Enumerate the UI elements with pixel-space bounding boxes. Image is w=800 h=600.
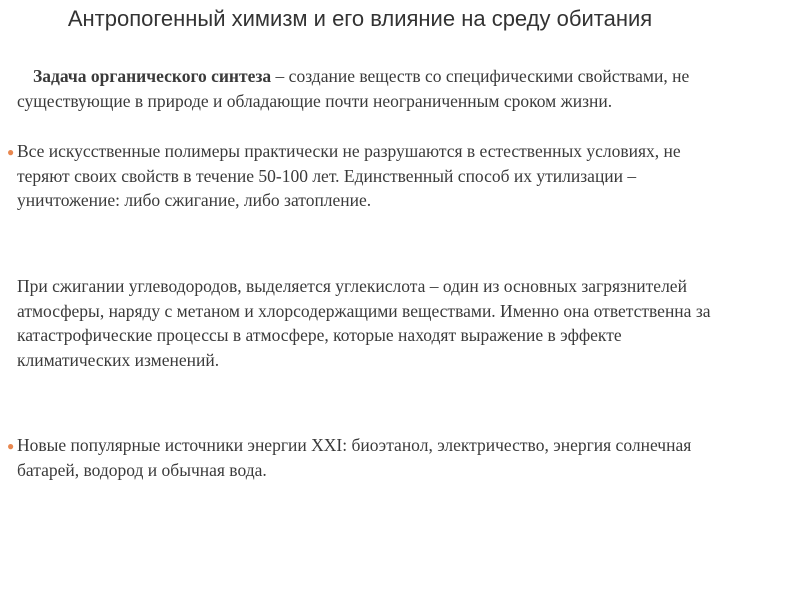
slide-title: Антропогенный химизм и его влияние на среду обитания bbox=[67, 6, 653, 31]
paragraph-energy-sources: Новые популярные источники энергии XXI: биоэтанол, электричество, энергия солнечная батарей, водород и обычная вода. bbox=[17, 435, 692, 480]
bullet-dot-icon: ● bbox=[7, 439, 15, 453]
paragraph-lead-bold: Задача органического синтеза bbox=[33, 66, 272, 86]
bullet-dot-icon: ● bbox=[7, 145, 15, 159]
paragraph-polymers: Все искусственные полимеры практически не разрушаются в естественных условиях, не теряют своих свойств в течение 50-100 лет. Единственный способ их утилизации – уничтожение: либо сжигание, либо затопление. bbox=[17, 141, 681, 210]
paragraph-combustion: При сжигании углеводородов, выделяется углекислота – один из основных загрязнителей атмосферы, наряду с метаном и хлорсодержащими веществами. Именно она ответственна за катастрофические процессы в атмосфере, которые находят выражение в эффекте климатических изменений. bbox=[17, 276, 711, 370]
paragraph-organic-synthesis bbox=[17, 64, 737, 113]
paragraph-text: – создание веществ со специфическими свойствами, не существующие в природе и обладающие почти неограниченным сроком жизни. bbox=[17, 66, 690, 111]
